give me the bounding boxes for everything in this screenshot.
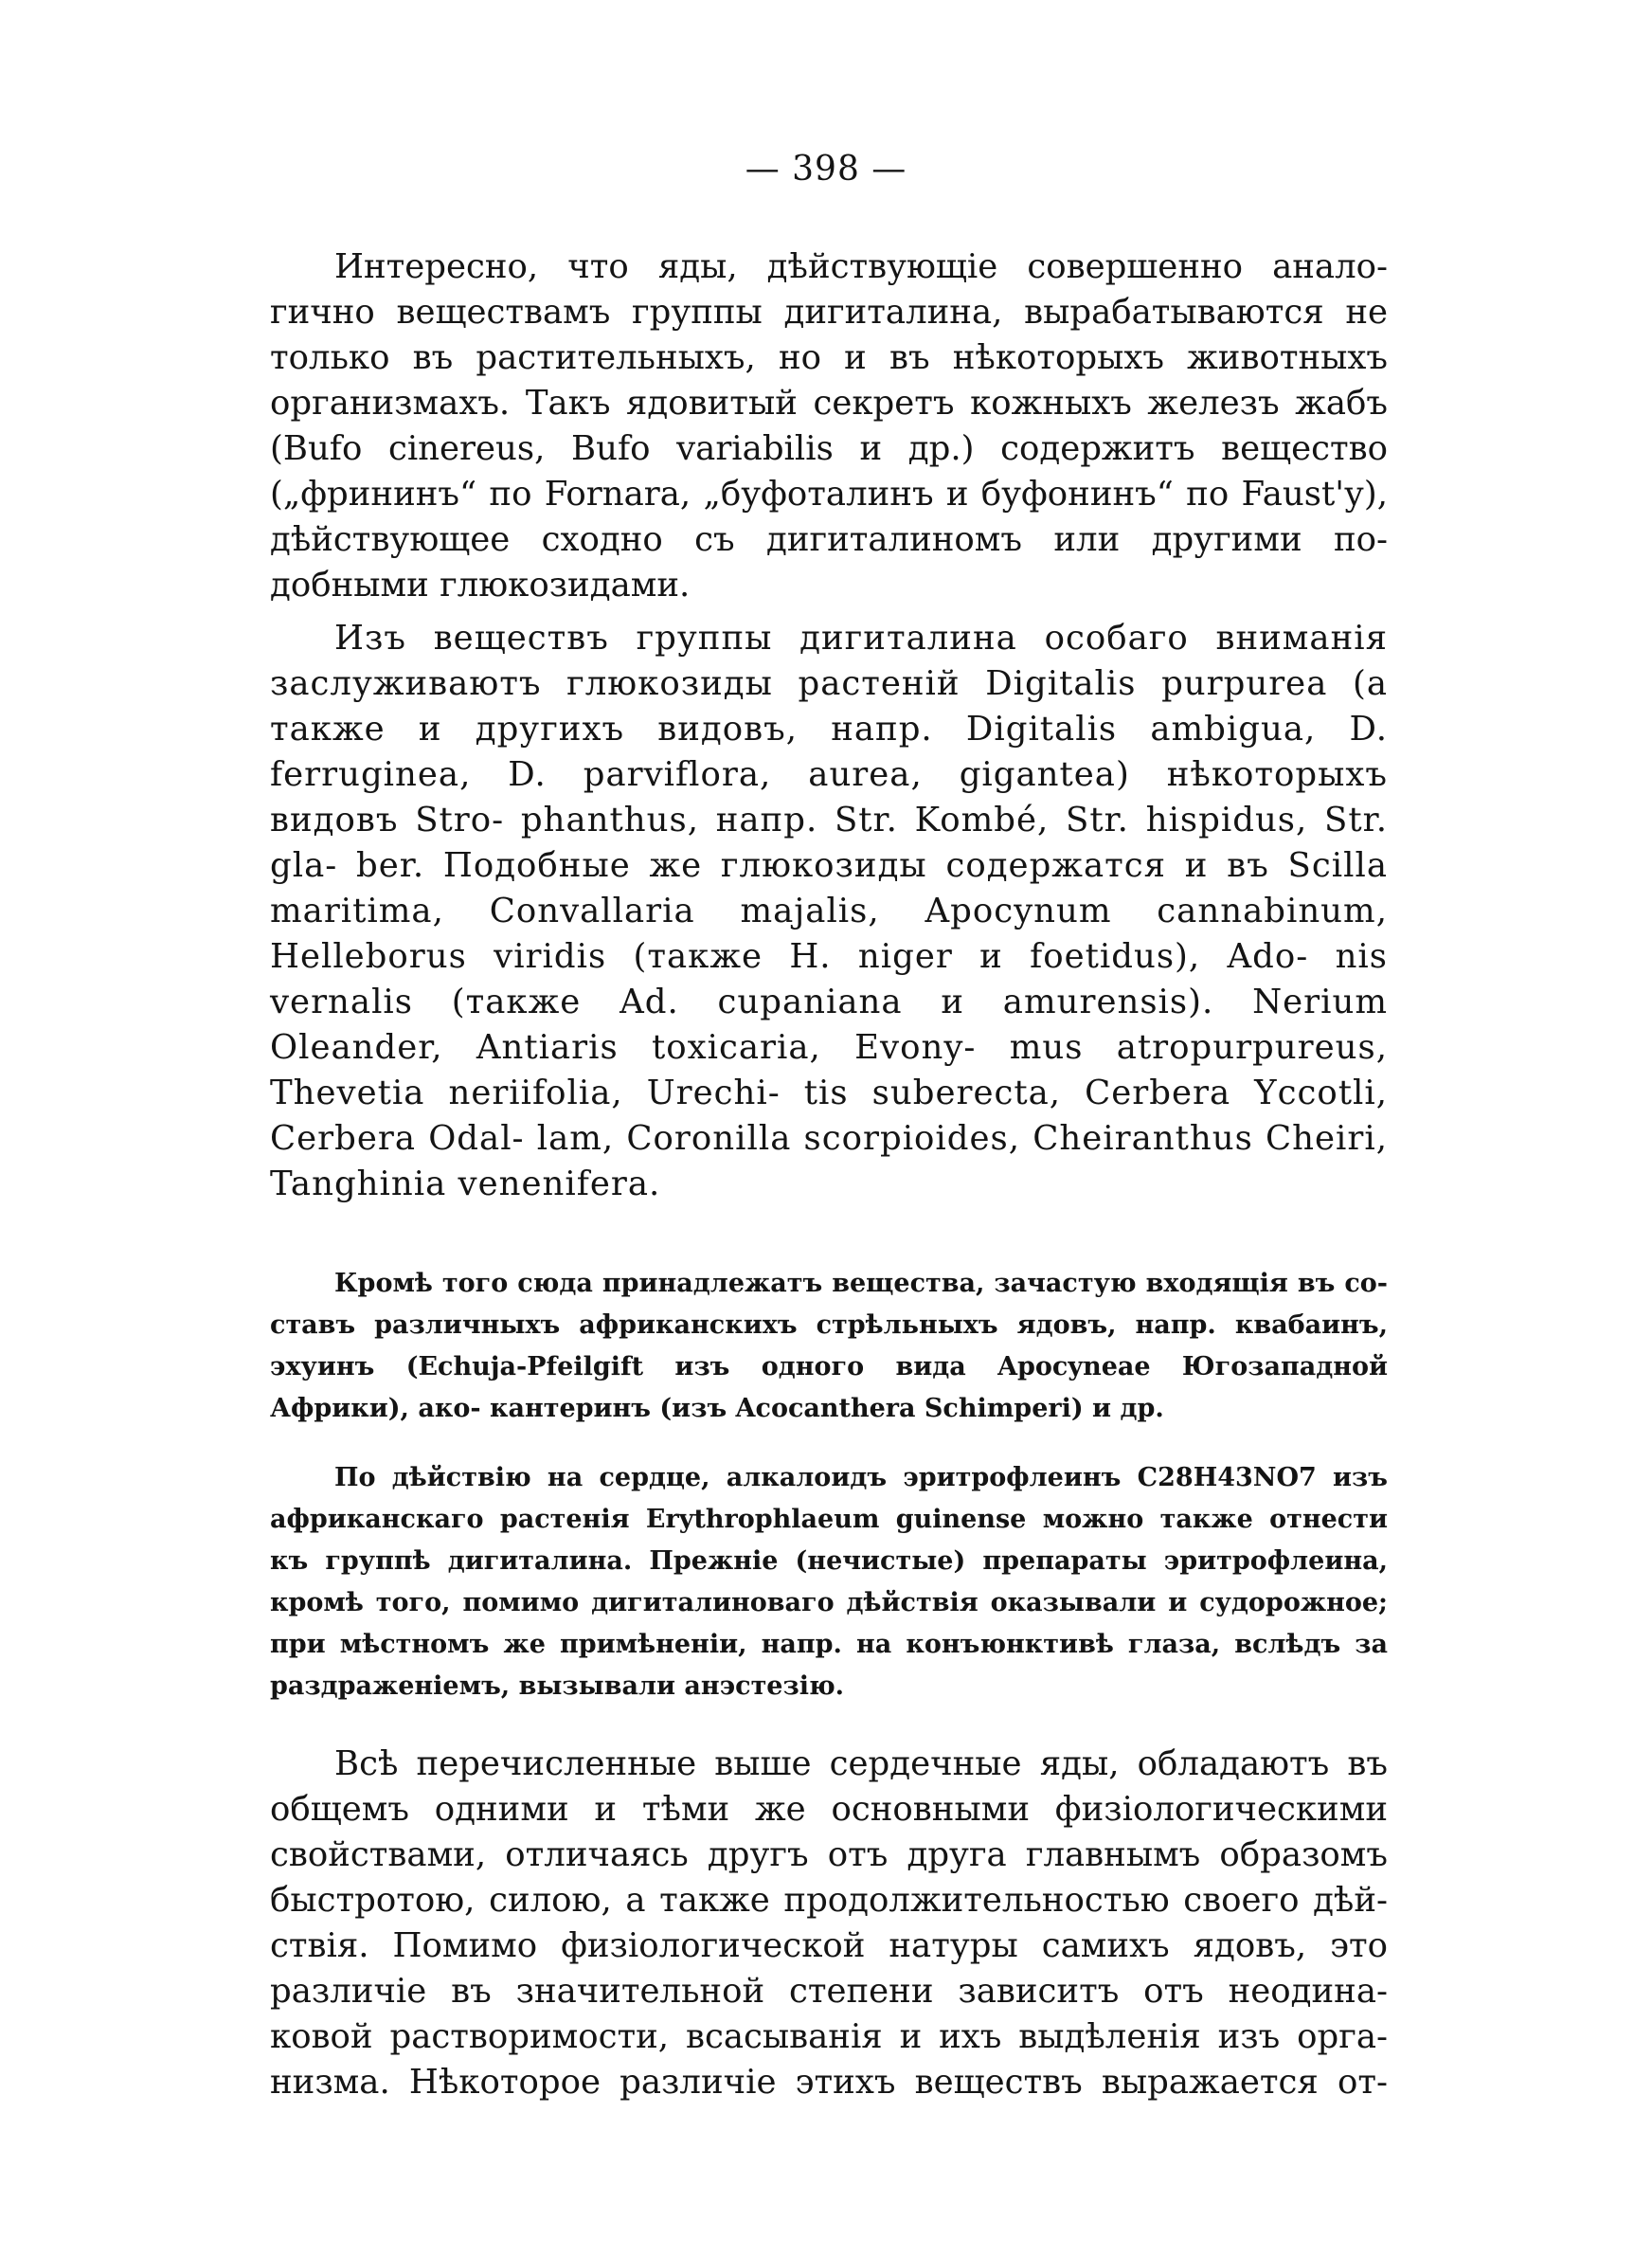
text-line: общемъ одними и тѣми же основными физіологическими <box>270 1790 1388 1829</box>
text-line: Nerium Oleander, Antiaris toxicaria, Evony- <box>270 983 1388 1067</box>
text-line: ber. Подобные же глюкозиды содержатся и въ Scilla maritima, <box>270 846 1388 930</box>
text-line: ставъ различныхъ африканскихъ стрѣльныхъ ядовъ, напр. квабаинъ, эхуинъ <box>270 1310 1388 1381</box>
text-line: организмахъ. Такъ ядовитый секретъ кожныхъ железъ жабъ <box>270 384 1388 423</box>
text-line: видовъ, напр. Digitalis ambigua, D. ferruginea, D. <box>270 710 1388 794</box>
text-line: Интересно, что яды, дѣйствующіе совершенно анало- <box>334 247 1388 286</box>
text-line: кантеринъ (изъ Acocanthera Schimperi) и др. <box>489 1394 1164 1423</box>
text-line: Всѣ перечисленные выше сердечные яды, обладаютъ въ <box>334 1744 1388 1783</box>
text-line: ковой растворимости, всасыванія и ихъ выдѣленія изъ орга- <box>270 2017 1388 2056</box>
text-line: добными глюкозидами. <box>270 566 691 605</box>
text-line: Convallaria majalis, Apocynum cannabinum, <box>489 892 1388 930</box>
text-line: Tanghinia venenifera. <box>270 1165 661 1203</box>
text-line: африканскаго растенія Erythrophlaeum guinense можно также отнести <box>270 1505 1388 1534</box>
text-line: свойствами, отличаясь другъ отъ друга главнымъ образомъ <box>270 1835 1388 1874</box>
text-line: низма. Нѣкоторое различіе этихъ веществъ выражается от- <box>270 2063 1388 2102</box>
text-line: того, помимо дигиталиноваго дѣйствія оказывали и судорожное; при мѣстномъ <box>270 1588 1389 1659</box>
text-line: lam, Coronilla scorpioides, Cheiranthus Cheiri, <box>536 1119 1388 1158</box>
text-line: различіе въ значительной степени зависитъ отъ неодина- <box>270 1972 1388 2011</box>
text-line: (Bufo cinereus, Bufo variabilis и др.) содержитъ вещество <box>270 429 1388 468</box>
text-line: Helleborus viridis (также H. niger и foetidus), Ado- <box>270 937 1309 976</box>
text-line: дѣйствующее сходно съ дигиталиномъ или другими по- <box>270 520 1388 559</box>
text-line: Кромѣ того сюда принадлежатъ вещества, зачастую входящія въ со- <box>334 1269 1388 1298</box>
paragraph-arrow-poisons <box>270 1263 1388 1430</box>
text-line: parviflora, aurea, gigantea) нѣкоторыхъ видовъ Stro- <box>270 755 1388 840</box>
text-line: Изъ веществъ группы дигиталина особаго вниманія заслуживаютъ <box>270 619 1388 703</box>
text-line: только въ растительныхъ, но и въ нѣкоторыхъ животныхъ <box>270 338 1388 377</box>
text-line: же примѣненіи, напр. на конъюнктивѣ глаза, вслѣдъ за раздраженіемъ, <box>270 1630 1388 1701</box>
text-line: ствія. Помимо физіологической натуры самихъ ядовъ, это <box>270 1926 1388 1965</box>
text-line: („фрининъ“ по Fornara, „буфоталинъ и буфонинъ“ по Faust'у), <box>270 475 1388 514</box>
paragraph-cardiac-poisons <box>270 1742 1388 2105</box>
text-line: вызывали анэстезію. <box>518 1671 845 1701</box>
text-line: быстротою, силою, а также продолжительностью своего дѣй- <box>270 1881 1388 1920</box>
text-line: mus atropurpureus, Thevetia neriifolia, Urechi- <box>270 1028 1388 1112</box>
text-line: къ группѣ дигиталина. Прежніе (нечистые) препараты эритрофлеина, кромѣ <box>270 1546 1388 1617</box>
paragraph-digitalis-glycosides <box>270 616 1388 1207</box>
text-line: гично веществамъ группы дигиталина, вырабатываются не <box>270 293 1388 332</box>
text-line: phanthus, напр. Str. Kombé, Str. hispidus, Str. gla- <box>270 801 1388 885</box>
text-line: nis vernalis (также Ad. cupaniana и amurensis). <box>270 937 1388 1021</box>
text-line: (Echuja-Pfeilgift изъ одного вида Apocyneae Югозападной Африки), ако- <box>270 1352 1388 1423</box>
paragraph-erythrophleine <box>270 1457 1388 1707</box>
text-line: По дѣйствію на сердце, алкалоидъ эритрофлеинъ C28H43NO7 изъ <box>334 1463 1388 1492</box>
page-number: — 398 — <box>745 150 907 189</box>
text-line: tis suberecta, Cerbera Yccotli, Cerbera Odal- <box>270 1074 1388 1158</box>
text-line: глюкозиды растеній Digitalis purpurea (а также и другихъ <box>270 664 1388 749</box>
paragraph-toads <box>270 244 1388 608</box>
